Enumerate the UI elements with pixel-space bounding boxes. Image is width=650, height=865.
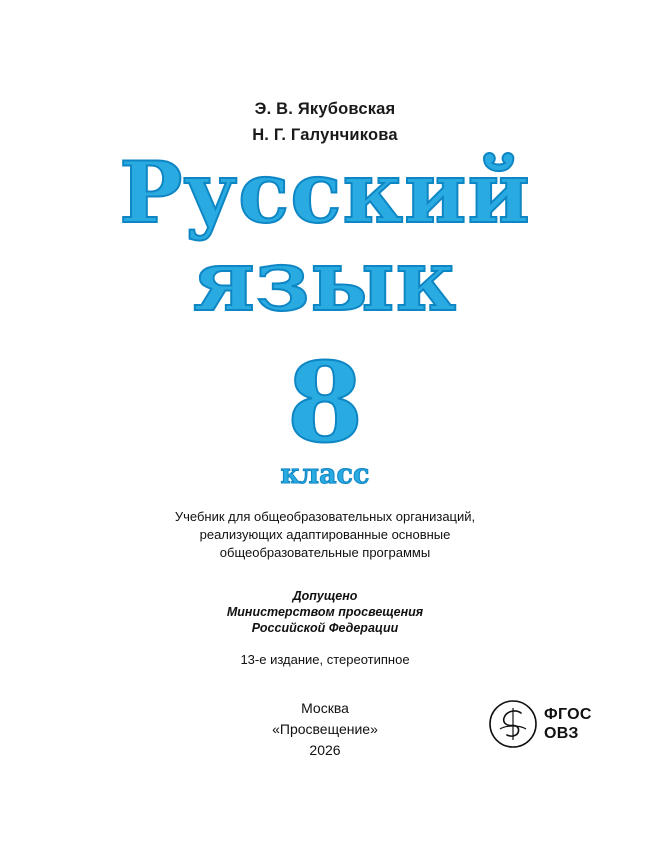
prosveshchenie-logo-icon (488, 699, 538, 749)
authors-block (0, 96, 650, 148)
description-line-2: реализующих адаптированные основные (199, 527, 451, 542)
approval-block (0, 588, 650, 636)
imprint-publisher: «Просвещение» (272, 721, 378, 737)
author-name-2: Н. Г. Галунчикова (252, 126, 398, 144)
fgos-label (544, 705, 592, 743)
description-block (0, 508, 650, 562)
book-title-line-1: Русский (119, 143, 531, 242)
book-title (0, 143, 650, 330)
approval-line-2: Министерством просвещения (226, 605, 424, 619)
edition-statement: 13-е издание, стереотипное (240, 652, 410, 667)
book-title-line-2: язык (192, 231, 458, 330)
grade-number: 8 (286, 338, 364, 467)
approval-line-1: Допущено (292, 589, 358, 603)
fgos-label-line-1: ФГОС (544, 706, 592, 723)
grade-word: класс (280, 459, 370, 490)
author-name-1: Э. В. Якубовская (254, 100, 396, 118)
imprint-year: 2026 (309, 742, 341, 758)
description-line-3: общеобразовательные программы (219, 545, 431, 560)
fgos-mark (488, 694, 598, 754)
fgos-label-line-2: ОВЗ (544, 725, 579, 742)
imprint-city: Москва (301, 700, 349, 716)
description-line-1: Учебник для общеобразовательных организаций, (174, 509, 476, 524)
approval-line-3: Российской Федерации (251, 621, 399, 635)
